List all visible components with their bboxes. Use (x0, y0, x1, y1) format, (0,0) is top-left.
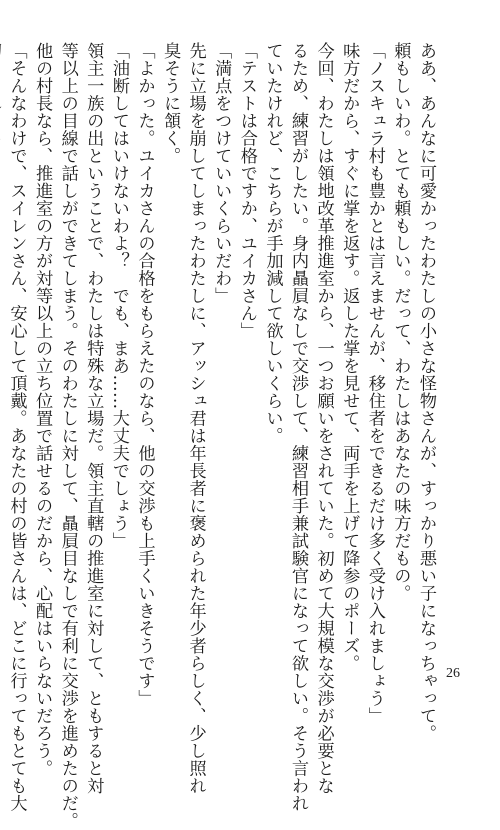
text-line: るため、練習がしたい。身内贔屓なしで交渉して、練習相手兼試験官になって欲しい。そう言われ (288, 42, 309, 812)
text-line: 「油断してはいけないわよ？ でも、まあ……大丈夫でしょう」 (108, 42, 129, 550)
text-line: 先に立場を崩してしまったわたしに、アッシュ君は年長者に褒められた年少者らしく、少し照れ (185, 42, 206, 795)
text-line: 他の村長なら、推進室の方が対等以上の立ち位置で話せるのだから、心配はいらないだろう。 (32, 42, 53, 777)
text-line: 「そんなわけで、スイレンさん、安心して頂戴。あなたの村の皆さんは、どこに行ってもとても大 (6, 42, 27, 812)
text-line: 「満点をつけていいくらいだわ」 (211, 42, 232, 305)
text-line: 頼もしいわ。とても頼もしい。だって、わたしはあなたの味方だもの。 (390, 42, 411, 602)
text-line: 今回、わたしは領地改革推進室から、一つお願いをされていた。初めて大規模な交渉が必要とな (313, 42, 334, 795)
page-number: 26 (446, 666, 460, 681)
text-line: 臭そうに頷く。 (160, 42, 181, 165)
text-line: ああ、あんなに可愛かったわたしの小さな怪物さんが、すっかり悪い子になっちゃって。 (416, 42, 436, 742)
text-line: ていたけれど、こちらが手加減して欲しいくらい。 (262, 42, 283, 445)
text-line: 「ノスキュラ村も豊かとは言えませんが、移住者をできるだけ多く受け入れましょう」 (364, 42, 385, 725)
text-line: 「テストは合格ですか、ユイカさん」 (236, 42, 257, 340)
text-line: 等以上の目線で話しができてしまう。そのわたしに対して、贔屓目なしで有利に交渉を進めたのだ。 (57, 42, 78, 830)
text-line: 領主一族の出ということで、わたしは特殊な立場だ。領主直轄の推進室に対して、ともすると対 (83, 42, 104, 795)
text-line: 味方だから、すぐに掌を返す。返した掌を見せて、両手を上げて降参のポーズ。 (339, 42, 360, 672)
body-text (0, 42, 438, 830)
text-line: 「よかった。ユイカさんの合格をもらえたのなら、他の交渉も上手くいきそうです」 (134, 42, 155, 707)
